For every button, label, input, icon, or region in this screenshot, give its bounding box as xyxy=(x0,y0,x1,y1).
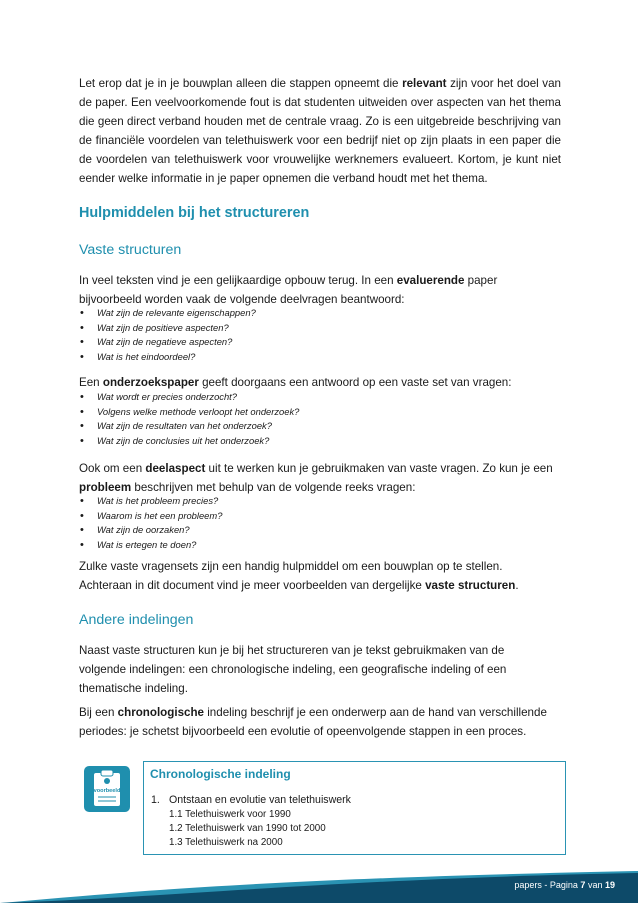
list-item: • Wat zijn de positieve aspecten? xyxy=(79,321,256,336)
list-item: • Wat zijn de relevante eigenschappen? xyxy=(79,306,256,321)
paragraph-vragensets: Zulke vaste vragensets zijn een handig hulpmiddel om een bouwplan op te stellen. Achteraan in dit document vind je meer voorbeelden van dergelijke vaste structuren. xyxy=(79,560,519,592)
list-evaluerende xyxy=(79,306,256,364)
list-item: • Wat is ertegen te doen? xyxy=(79,538,222,553)
heading-hulpmiddelen: Hulpmiddelen bij het structureren xyxy=(79,205,310,221)
list-item: • Wat zijn de oorzaken? xyxy=(79,523,222,538)
heading-vaste-structuren: Vaste structuren xyxy=(79,242,182,258)
list-item: • Waarom is het een probleem? xyxy=(79,509,222,524)
footer-page-info: papers - Pagina 7 van 19 xyxy=(514,880,615,890)
example-box-title: Chronologische indeling xyxy=(150,767,291,781)
paragraph-onderzoekspaper: Een onderzoekspaper geeft doorgaans een antwoord op een vaste set van vragen: xyxy=(79,376,512,389)
list-item: • Wat is het eindoordeel? xyxy=(79,350,256,365)
paragraph-deelaspect: Ook om een deelaspect uit te werken kun je gebruikmaken van vaste vragen. Zo kun je een probleem beschrijven met behulp van de volgende reeks vragen: xyxy=(79,462,553,494)
list-item: • Wat zijn de resultaten van het onderzoek? xyxy=(79,419,299,434)
list-onderzoek xyxy=(79,390,299,448)
example-box xyxy=(143,761,566,855)
example-subitem: 1.1 Telethuiswerk voor 1990 xyxy=(169,809,291,820)
icon-label: voorbeeld xyxy=(93,788,121,794)
intro-paragraph: Let erop dat je in je bouwplan alleen die stappen opneemt die relevant zijn voor het doel van de paper. Een veelvoorkomende fout is dat studenten uitweiden over aspecten van het thema die geen direct verband houden met de centrale vraag. Zo is een uitgebreide beschrijving van de financiële voordelen van telethuiswerk voor een bedrijf niet op zijn plaats in een paper die de voordelen van telethuiswerk voor vrouwelijke werknemers evalueert. Kortom, je kunt niet eender welke informatie in je paper opnemen die verband houdt met het thema. xyxy=(79,77,561,185)
list-item: • Wat zijn de negatieve aspecten? xyxy=(79,335,256,350)
example-subitem: 1.2 Telethuiswerk van 1990 tot 2000 xyxy=(169,823,326,834)
paragraph-chronologische: Bij een chronologische indeling beschrijf je een onderwerp aan de hand van verschillende periodes: je schetst bijvoorbeeld een evolutie of opeenvolgende stappen in een proces. xyxy=(79,706,547,738)
paragraph-evaluerende: In veel teksten vind je een gelijkaardige opbouw terug. In een evaluerende paper bijvoorbeeld worden vaak de volgende deelvragen beantwoord: xyxy=(79,274,498,306)
heading-andere-indelingen: Andere indelingen xyxy=(79,612,194,628)
list-item: • Wat is het probleem precies? xyxy=(79,494,222,509)
list-item: • Wat zijn de conclusies uit het onderzoek? xyxy=(79,434,299,449)
list-item: • Volgens welke methode verloopt het onderzoek? xyxy=(79,405,299,420)
clipboard-icon xyxy=(84,766,130,812)
example-item: 1. Ontstaan en evolutie van telethuiswerk xyxy=(151,794,351,806)
list-item: • Wat wordt er precies onderzocht? xyxy=(79,390,299,405)
example-subitem: 1.3 Telethuiswerk na 2000 xyxy=(169,837,283,848)
list-probleem xyxy=(79,494,222,552)
paragraph-andere-indelingen: Naast vaste structuren kun je bij het structureren van je tekst gebruikmaken van de volgende indelingen: een chronologische indeling, een geografische indeling of een thematische indeling. xyxy=(79,644,507,695)
